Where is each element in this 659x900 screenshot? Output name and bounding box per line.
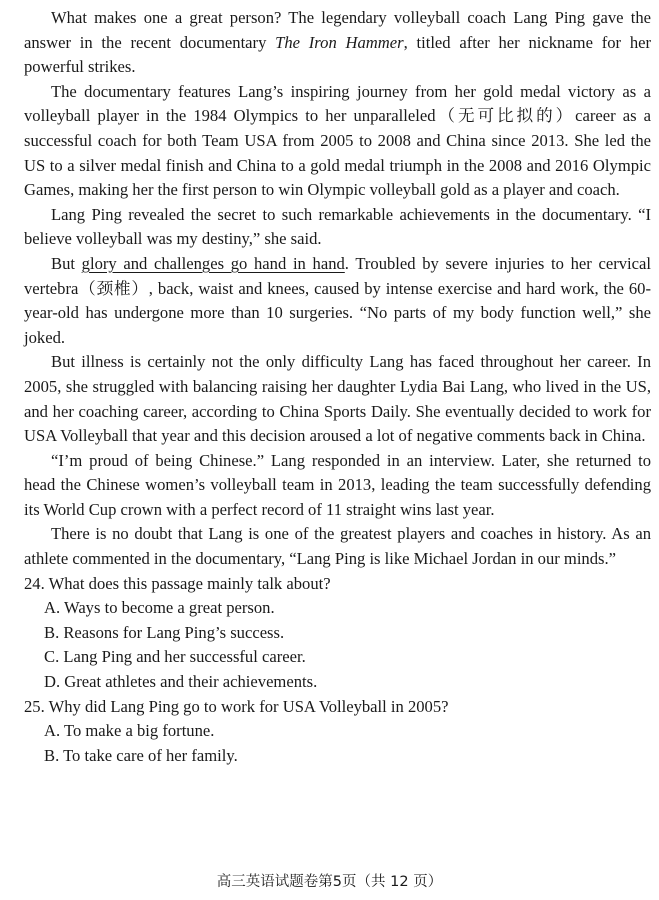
option-a: A. To make a big fortune. bbox=[44, 721, 215, 741]
paragraph-4-text: But bbox=[51, 253, 82, 273]
page-footer: 高三英语试题卷第5页（共 12 页） bbox=[216, 874, 443, 890]
option-b: B. Reasons for Lang Ping’s success. bbox=[44, 622, 285, 642]
paragraph-4 bbox=[24, 252, 651, 350]
documentary-title: The Iron Hammer bbox=[275, 32, 404, 52]
option-d: D. Great athletes and their achievements. bbox=[44, 672, 318, 692]
paragraph-6: “I’m proud of being Chinese.” Lang responded in an interview. Later, she returned to head the Chinese women’s volleyball team in 2013, leading the team successfully defending its World Cup crown with a perfect record of 11 straight wins last year. bbox=[24, 450, 651, 519]
option-b: B. To take care of her family. bbox=[44, 745, 238, 765]
paragraph-7: There is no doubt that Lang is one of the greatest players and coaches in history. As an athlete commented in the documentary, “Lang Ping is like Michael Jordan in our minds.” bbox=[24, 524, 651, 569]
question-stem: 24. What does this passage mainly talk about? bbox=[24, 573, 331, 593]
paragraph-1 bbox=[24, 6, 651, 80]
reading-passage bbox=[24, 6, 651, 768]
paragraph-3: Lang Ping revealed the secret to such remarkable achievements in the documentary. “I believe volleyball was my destiny,” she said. bbox=[24, 204, 651, 249]
option-a: A. Ways to become a great person. bbox=[44, 598, 275, 618]
paragraph-1-text-end: , titled after her nickname for her powerful strikes. bbox=[24, 32, 652, 77]
paragraph-5: But illness is certainly not the only difficulty Lang has faced throughout her career. In 2005, she struggled with balancing raising her daughter Lydia Bai Lang, who lived in the US, and her coaching career, according to China Sports Daily. She eventually decided to work for USA Volleyball that year and this decision aroused a lot of negative comments back in China. bbox=[24, 352, 651, 446]
question-stem: 25. Why did Lang Ping go to work for USA Volleyball in 2005? bbox=[24, 696, 449, 716]
paragraph-1-text: What makes one a great person? The legendary volleyball coach Lang Ping gave the answer in the recent documentary bbox=[24, 8, 651, 52]
paragraph-4-text-end: . Troubled by severe injuries to her cervical vertebra（颈椎）, back, waist and knees, caused by intense exercise and hard work, the 60-year-old has undergone more than 10 surgeries. “No parts of my body function well,” she joked. bbox=[24, 253, 652, 347]
option-c: C. Lang Ping and her successful career. bbox=[44, 647, 306, 667]
paragraph-2: The documentary features Lang’s inspiring journey from her gold medal victory as a volleyball player in the 1984 Olympics to her unparalleled（无可比拟的）career as a successful coach for both Team USA from 2005 to 2008 and China since 2013. She led the US to a silver medal finish and China to a gold medal triumph in the 2008 and 2016 Olympic Games, making her the first person to win Olympic volleyball gold as a player and coach. bbox=[24, 81, 651, 200]
question-24 bbox=[24, 572, 651, 695]
question-25 bbox=[24, 695, 651, 769]
underlined-phrase: glory and challenges go hand in hand bbox=[81, 253, 345, 273]
